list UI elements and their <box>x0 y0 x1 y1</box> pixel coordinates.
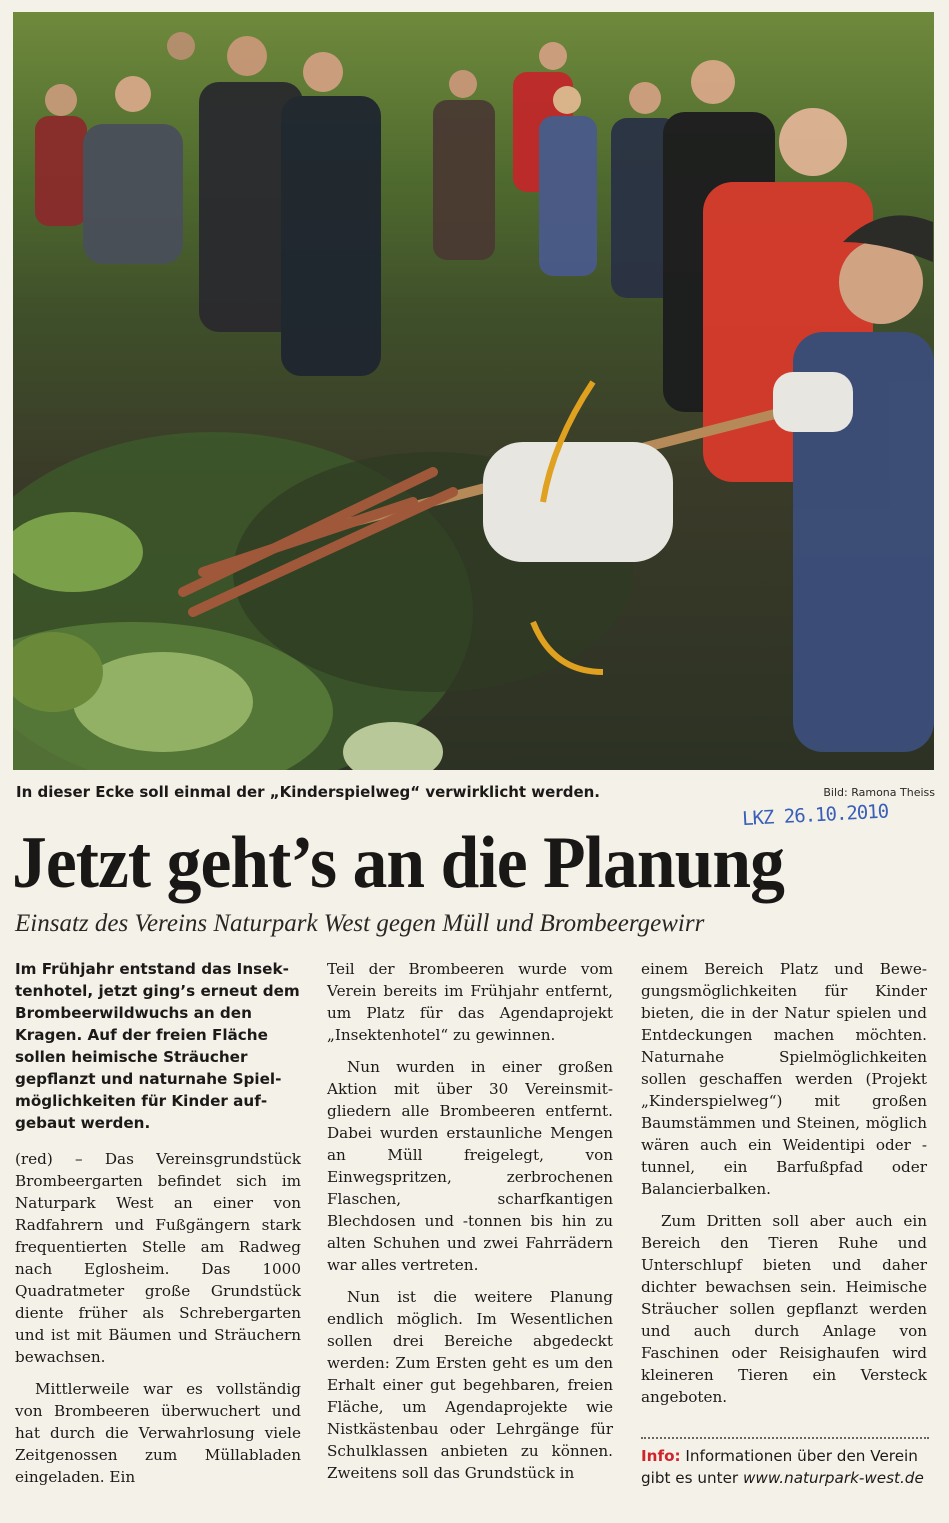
info-url[interactable]: www.naturpark-west.de <box>743 1469 924 1487</box>
info-label: Info: <box>641 1447 681 1465</box>
photo-credit: Bild: Ramona Theiss <box>823 786 935 799</box>
lead-paragraph: Im Frühjahr entstand das Insektenhotel, jetzt ging’s erneut dem Brombeerwildwuchs an den Kragen. Auf der freien Fläche sollen heimische Sträucher gepflanzt und naturnahe Spielmöglichkeiten für Kinder aufgebaut werden. <box>15 960 300 1132</box>
photo-illustration <box>13 12 934 770</box>
column-1 <box>15 958 301 1498</box>
body-paragraph: Nun ist die weitere Planung endlich möglich. Im Wesentlichen sollen drei Bereiche abgedeckt werden: Zum Ersten geht es um den Erhalt einer gut begehbaren, freien Fläche, um Agendaprojekte wie Nistkästenbau oder Lehrgänge für Schulklassen anbieten zu können. Zweitens soll das Grundstück in <box>327 1288 613 1482</box>
body-paragraph: Mittlerweile war es vollständig von Brombeeren überwuchert und hat durch die Verwahrlosung viele Zeitgenossen zum Müllabladen eingeladen. Ein <box>15 1380 301 1486</box>
body-paragraph: (red) – Das Vereinsgrundstück Brombeergarten befindet sich im Naturpark West an einer von Radfahrern und Fußgängern stark frequentierten Stelle am Radweg nach Eglosheim. Das 1000 Quadratmeter große Grundstück diente früher als Schrebergarten und ist mit Bäumen und Sträuchern bewachsen. <box>15 1150 301 1366</box>
article-photo <box>13 12 934 770</box>
headline: Jetzt geht’s an die Planung <box>12 822 784 904</box>
subheadline: Einsatz des Vereins Naturpark West gegen Müll und Brombeergewirr <box>15 910 705 937</box>
info-box <box>641 1445 931 1489</box>
handwritten-date-stamp: LKZ 26.10.2010 <box>741 800 889 831</box>
body-paragraph: Zum Dritten soll aber auch ein Bereich den Tieren Ruhe und Unterschlupf bieten und daher dichter bewachsen sein. Heimische Sträucher sollen gepflanzt werden und auch durch Anlage von Faschinen oder Reisighaufen wird kleineren Tieren ein Versteck angeboten. <box>641 1212 927 1406</box>
info-divider <box>641 1437 929 1439</box>
body-paragraph: einem Bereich Platz und Bewegungsmöglichkeiten für Kinder bieten, die in der Natur spielen und Entdeckungen machen möchten. Naturnahe Spielmöglichkeiten sollen geschaffen werden (Projekt „Kinderspielweg“) mit großen Baumstämmen und Steinen, möglich wären auch ein Weidentipi oder -tunnel, ein Barfußpfad oder Balancierbalken. <box>641 960 927 1198</box>
column-2 <box>327 958 613 1494</box>
body-paragraph: Teil der Brombeeren wurde vom Verein bereits im Frühjahr entfernt, um Platz für das Agendaprojekt „Insektenhotel“ zu gewinnen. <box>327 960 613 1044</box>
body-paragraph: Nun wurden in einer großen Aktion mit über 30 Vereinsmitgliedern alle Brombeeren entfernt. Dabei wurden erstaunliche Mengen an Müll freigelegt, von Einwegspritzen, zerbrochenen Flaschen, scharfkantigen Blechdosen und -tonnen bis hin zu alten Schuhen und zwei Fahrrädern war alles vertreten. <box>327 1058 613 1274</box>
info-text: Informationen über den Verein gibt es unter <box>641 1447 918 1487</box>
column-3 <box>641 958 927 1418</box>
photo-caption: In dieser Ecke soll einmal der „Kinderspielweg“ verwirklicht werden. <box>16 783 601 801</box>
